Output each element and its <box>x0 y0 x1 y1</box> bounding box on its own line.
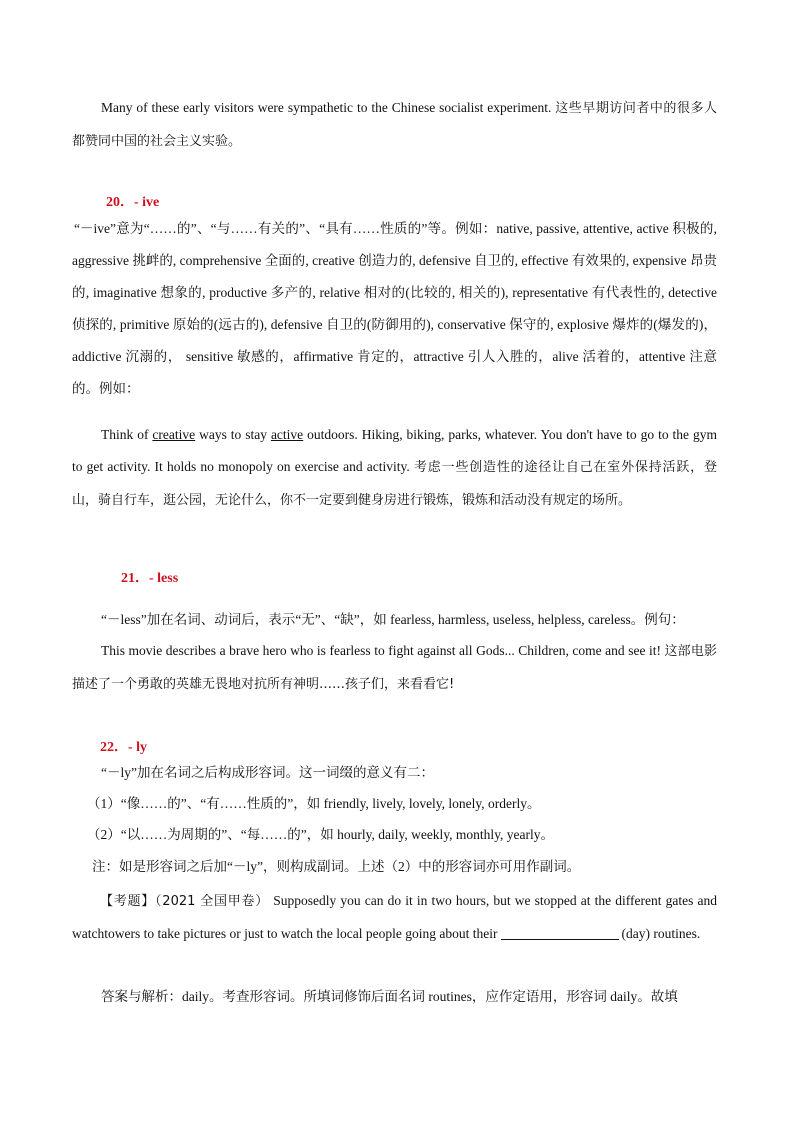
section-22-heading: 22．- ly <box>100 740 148 755</box>
section-20-heading: 20．- ive <box>106 195 160 210</box>
section-21-example-en: This movie describes a brave hero who is fearless to fight against all Gods... Children, come and see it! <box>101 643 661 658</box>
section-22-note: 注：如是形容词之后加“－ly”，则构成副词。上述（2）中的形容词亦可用作副词。 <box>92 859 581 874</box>
example-text: ways to stay <box>195 427 271 442</box>
section-22-definition: “－ly”加在名词之后构成形容词。这一词缀的意义有二： <box>101 765 434 780</box>
underlined-word-active: active <box>270 427 304 442</box>
intro-example <box>72 92 717 158</box>
section-21-definition: “－less”加在名词、动词后，表示“无”、“缺”，如 fearless, harmless, useless, helpless, careless。例句： <box>101 612 685 627</box>
example-text: outdoors. Hiking, biking, parks, whatever. You don't have to go to the gym to get activity. It holds no monopoly on exercise and activity. <box>72 427 717 474</box>
answer-explanation: 答案与解析：daily。考查形容词。所填词修饰后面名词 routines，应作定语用，形容词 daily。故填 <box>101 989 678 1004</box>
section-21-heading: 21．- less <box>121 571 179 586</box>
section-20-example-cn: 考虑一些创造性的途径让自己在室外保持活跃，登山，骑自行车，逛公园，无论什么，你不一定要到健身房进行锻炼，锻炼和活动没有规定的场所。 <box>72 460 717 508</box>
intro-example-en: Many of these early visitors were sympathetic to the Chinese socialist experiment. <box>101 100 552 115</box>
intro-example-cn: 这些早期访问者中的很多人都赞同中国的社会主义实验。 <box>72 101 717 149</box>
section-22-item-1: （1）“像……的”、“有……性质的”，如 friendly, lively, lovely, lonely, orderly。 <box>87 796 541 811</box>
exam-hint: (day) <box>621 926 650 941</box>
exam-sentence-a: Supposedly you can do it in two hours, but we stopped at the different gates and watchtowers to take pictures or just to watch the local people going about their <box>72 893 718 941</box>
underlined-word-creative: creative <box>152 427 196 442</box>
section-21-example <box>72 635 717 701</box>
section-22-item-2: （2）“以……为周期的”、“每……的”，如 hourly, daily, weekly, monthly, yearly。 <box>87 827 555 842</box>
section-20-definition: “－ive”意为“……的”、“与……有关的”、“具有……性质的”等。例如：native, passive, attentive, active 积极的, aggressive 挑衅的, comprehensive 全面的, creative 创造力的, defensive 自卫的, effective 有效果的, expensive 昂贵的, imaginative 想象的, productive 多产的, relative 相对的(比较的, 相关的), representative 有代表性的, detective 侦探的, primitive 原始的(远古的), defensive 自卫的(防御用的), conservative 保守的, explosive 爆炸的(爆发的)，addictive 沉溺的， sensitive 敏感的，affirmative 肯定的，attractive 引人入胜的，alive 活着的，attentive 注意的。例如： <box>72 221 717 396</box>
exam-sentence-b: routines. <box>653 926 701 941</box>
section-21-example-cn: 这部电影描述了一个勇敢的英雄无畏地对抗所有神明……孩子们，来看看它! <box>72 644 717 692</box>
exam-tag: 【考题】（2021 全国甲卷） <box>100 894 270 909</box>
exam-question <box>72 885 717 950</box>
answer-blank[interactable] <box>501 925 619 940</box>
section-20-example <box>72 419 717 517</box>
example-text: Think of <box>101 427 153 442</box>
